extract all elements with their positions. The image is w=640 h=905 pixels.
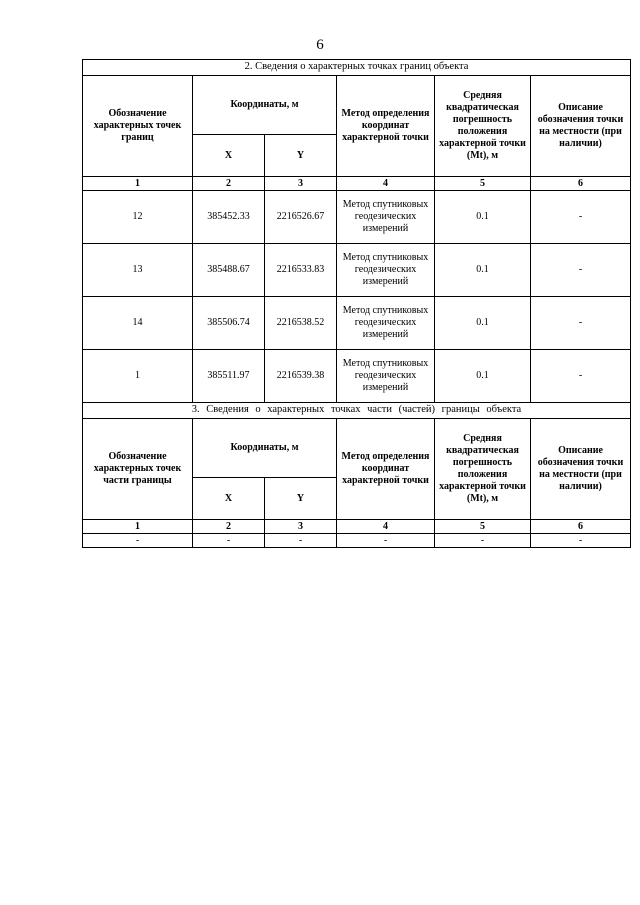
header-description: Описание обозначения точки на местности (при наличии) [531, 76, 631, 177]
column-number: 6 [531, 177, 631, 191]
column-number: 3 [265, 520, 337, 534]
column-number: 5 [435, 520, 531, 534]
header-y: Y [265, 135, 337, 177]
column-number: 2 [193, 177, 265, 191]
error-cell: 0.1 [435, 244, 531, 297]
column-number: 5 [435, 177, 531, 191]
header-error: Средняя квадратическая погрешность положения характерной точки (Mt), м [435, 76, 531, 177]
method-cell: Метод спутниковых геодезических измерений [337, 297, 435, 350]
header-method: Метод определения координат характерной точки [337, 76, 435, 177]
column-number: 4 [337, 177, 435, 191]
point-cell: 12 [83, 191, 193, 244]
column-number: 1 [83, 177, 193, 191]
description-cell: - [531, 244, 631, 297]
x-cell: 385488.67 [193, 244, 265, 297]
section2-title: 2. Сведения о характерных точках границ объекта [83, 60, 631, 76]
empty-cell: - [83, 534, 193, 548]
column-number: 3 [265, 177, 337, 191]
column-number: 6 [531, 520, 631, 534]
page-number: 6 [316, 37, 324, 53]
section3-title: 3. Сведения о характерных точках части (частей) границы объекта [83, 403, 631, 419]
column-number: 4 [337, 520, 435, 534]
method-cell: Метод спутниковых геодезических измерений [337, 350, 435, 403]
description-cell: - [531, 191, 631, 244]
description-cell: - [531, 350, 631, 403]
header-coordinates: Координаты, м [193, 419, 337, 478]
header-y: Y [265, 478, 337, 520]
y-cell: 2216538.52 [265, 297, 337, 350]
header-designation: Обозначение характерных точек границ [83, 76, 193, 177]
x-cell: 385511.97 [193, 350, 265, 403]
empty-cell: - [435, 534, 531, 548]
method-cell: Метод спутниковых геодезических измерений [337, 244, 435, 297]
error-cell: 0.1 [435, 350, 531, 403]
section3-header-row [83, 419, 631, 478]
error-cell: 0.1 [435, 191, 531, 244]
table-row [83, 350, 631, 403]
column-numbers-row [83, 177, 631, 191]
header-x: X [193, 135, 265, 177]
empty-cell: - [193, 534, 265, 548]
header-coordinates: Координаты, м [193, 76, 337, 135]
empty-cell: - [531, 534, 631, 548]
column-number: 2 [193, 520, 265, 534]
header-description: Описание обозначения точки на местности (при наличии) [531, 419, 631, 520]
y-cell: 2216533.83 [265, 244, 337, 297]
table-row [83, 191, 631, 244]
point-cell: 13 [83, 244, 193, 297]
section3-title-row [83, 403, 631, 419]
header-method: Метод определения координат характерной точки [337, 419, 435, 520]
y-cell: 2216526.67 [265, 191, 337, 244]
description-cell: - [531, 297, 631, 350]
table-row [83, 297, 631, 350]
header-designation: Обозначение характерных точек части границы [83, 419, 193, 520]
error-cell: 0.1 [435, 297, 531, 350]
table-row [83, 244, 631, 297]
point-cell: 14 [83, 297, 193, 350]
points-table [82, 59, 631, 548]
y-cell: 2216539.38 [265, 350, 337, 403]
x-cell: 385506.74 [193, 297, 265, 350]
point-cell: 1 [83, 350, 193, 403]
table-row [83, 534, 631, 548]
empty-cell: - [337, 534, 435, 548]
method-cell: Метод спутниковых геодезических измерений [337, 191, 435, 244]
column-numbers-row [83, 520, 631, 534]
section2-header-row [83, 76, 631, 135]
section2-title-row [83, 60, 631, 76]
header-error: Средняя квадратическая погрешность положения характерной точки (Mt), м [435, 419, 531, 520]
x-cell: 385452.33 [193, 191, 265, 244]
empty-cell: - [265, 534, 337, 548]
column-number: 1 [83, 520, 193, 534]
header-x: X [193, 478, 265, 520]
